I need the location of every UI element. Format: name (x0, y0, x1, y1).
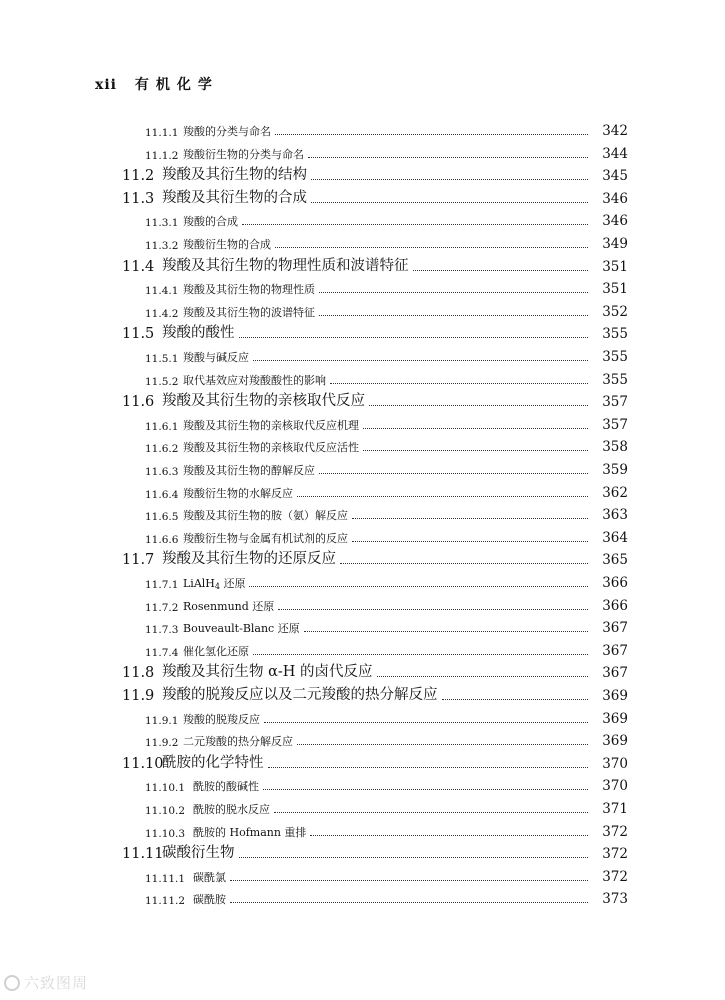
toc-entry-page-number: 344 (602, 145, 628, 162)
dot-leader (249, 586, 588, 587)
toc-entry-page-number: 371 (602, 801, 628, 817)
toc-entry-title: 羧酸的脱羧反应 (183, 712, 260, 726)
toc-subsection-entry[interactable] (0, 885, 725, 907)
dot-leader (264, 722, 588, 723)
toc-entry-title: 羧酸及其衍生物的亲核取代反应机理 (183, 418, 359, 432)
toc-entry-number: 11.10.1 (145, 782, 186, 795)
toc-entry-page-number: 355 (602, 349, 628, 365)
toc-section-entry[interactable] (0, 388, 725, 410)
toc-entry-title: Rosenmund 还原 (183, 599, 275, 613)
toc-entry-title: 酰胺的 Hofmann 重排 (193, 825, 307, 839)
toc-entry-title-part: LiAlH (183, 577, 215, 590)
toc-entry-number: 11.7 (122, 552, 155, 569)
dot-leader (230, 902, 588, 903)
toc-entry-title: 羧酸及其衍生物的物理性质 (183, 283, 315, 297)
toc-entry-number: 11.3.1 (145, 217, 179, 230)
dot-leader (442, 699, 589, 700)
dot-leader (263, 789, 588, 790)
toc-subsection-entry[interactable] (0, 479, 725, 501)
toc-entry-number: 11.4.2 (145, 307, 179, 320)
toc-entry-number: 11.4 (122, 258, 155, 275)
dot-leader (268, 767, 589, 768)
toc-entry-page-number: 355 (602, 371, 628, 388)
dot-leader (413, 270, 589, 271)
toc-subsection-entry[interactable] (0, 411, 725, 433)
toc-entry-title: 羧酸的酸性 (162, 325, 235, 342)
toc-section-entry[interactable] (0, 840, 725, 862)
toc-section-entry[interactable] (0, 162, 725, 184)
dot-leader (319, 473, 588, 474)
toc-entry-page-number: 351 (602, 258, 628, 275)
toc-entry-title: 羧酸及其衍生物的亲核取代反应活性 (183, 441, 359, 455)
dot-leader (239, 857, 589, 858)
toc-subsection-entry[interactable] (0, 366, 725, 388)
toc-entry-number: 11.11.1 (145, 872, 186, 885)
toc-entry-title: 羧酸及其衍生物的合成 (162, 189, 307, 206)
toc-subsection-entry[interactable] (0, 343, 725, 365)
toc-entry-title: 羧酸及其衍生物的还原反应 (162, 551, 336, 568)
toc-entry-number: 11.6.6 (145, 533, 179, 546)
toc-subsection-entry[interactable] (0, 705, 725, 727)
toc-subsection-entry[interactable] (0, 298, 725, 320)
dot-leader (352, 541, 588, 542)
toc-entry-number: 11.5 (122, 326, 155, 343)
dot-leader (352, 518, 588, 519)
dot-leader (369, 405, 588, 406)
toc-entry-number: 11.1.2 (145, 149, 179, 162)
toc-entry-title: 羧酸与碱反应 (183, 351, 249, 364)
dot-leader (319, 315, 588, 316)
toc-entry-page-number: 367 (602, 642, 628, 659)
dot-leader (340, 563, 588, 564)
toc-entry-title: 羧酸的合成 (183, 215, 238, 229)
toc-entry-title: 碳酸衍生物 (162, 845, 235, 862)
toc-entry-page-number: 366 (602, 597, 628, 614)
toc-entry-title-part: 还原 (219, 577, 246, 590)
watermark (4, 972, 88, 993)
toc-entry-number: 11.10 (122, 755, 164, 772)
toc-entry-number: 11.6.3 (145, 466, 179, 478)
toc-entry-page-number: 349 (602, 236, 628, 252)
watermark-text: 六致图周 (24, 974, 89, 992)
toc-entry-page-number: 372 (602, 868, 628, 885)
toc-entry-title (183, 575, 245, 591)
toc-subsection-entry[interactable] (0, 614, 725, 636)
dot-leader (377, 676, 588, 677)
toc-entry-number: 11.3 (122, 190, 155, 207)
toc-entry-number: 11.7.1 (145, 579, 179, 591)
toc-subsection-entry[interactable] (0, 230, 725, 252)
toc-entry-title: 酰胺的化学特性 (162, 754, 264, 771)
toc-entry-number: 11.4.1 (145, 285, 179, 298)
toc-entry-title: 二元羧酸的热分解反应 (183, 735, 293, 749)
toc-entry-number: 11.5.1 (145, 353, 179, 365)
toc-entry-number: 11.11.2 (145, 895, 186, 908)
toc-entry-title: Bouveault-Blanc 还原 (183, 622, 300, 636)
toc-subsection-entry[interactable] (0, 569, 725, 591)
toc-entry-page-number: 367 (602, 620, 628, 637)
toc-section-entry[interactable] (0, 659, 725, 681)
dot-leader (275, 247, 588, 248)
toc-subsection-entry[interactable] (0, 433, 725, 455)
toc-entry-page-number: 366 (602, 575, 628, 591)
toc-entry-number: 11.6.4 (145, 488, 179, 501)
toc-section-entry[interactable] (0, 253, 725, 275)
toc-entry-title: 羧酸的分类与命名 (183, 125, 271, 138)
toc-entry-page-number: 352 (602, 303, 628, 320)
toc-subsection-entry[interactable] (0, 524, 725, 546)
dot-leader (311, 202, 588, 203)
toc-section-entry[interactable] (0, 750, 725, 772)
toc-entry-page-number: 372 (602, 823, 628, 840)
toc-subsection-entry[interactable] (0, 772, 725, 794)
toc-section-entry[interactable] (0, 682, 725, 704)
toc-entry-number: 11.9.1 (145, 714, 179, 727)
toc-entry-number: 11.11 (122, 846, 164, 863)
toc-entry-number: 11.6.5 (145, 511, 179, 524)
toc-entry-title: 碳酰胺 (193, 893, 226, 907)
toc-entry-page-number: 342 (602, 123, 628, 139)
dot-leader (363, 450, 588, 451)
toc-entry-page-number: 359 (602, 462, 628, 478)
toc-entry-page-number: 357 (602, 416, 628, 433)
toc-entry-number: 11.6 (122, 394, 155, 411)
dot-leader (363, 428, 588, 429)
dot-leader (308, 157, 588, 158)
toc-entry-title: 羧酸及其衍生物的物理性质和波谱特征 (162, 257, 409, 274)
dot-leader (278, 609, 588, 610)
toc-entry-title: 羧酸衍生物的分类与命名 (183, 147, 304, 161)
toc-entry-number: 11.10.3 (145, 827, 186, 840)
toc-entry-title: 羧酸及其衍生物的结构 (162, 167, 307, 184)
toc-entry-page-number: 367 (602, 665, 628, 682)
toc-subsection-entry[interactable] (0, 592, 725, 614)
book-title: 有 机 化 学 (134, 77, 213, 93)
toc-entry-number: 11.1.1 (145, 127, 179, 139)
toc-entry-number: 11.10.2 (145, 805, 186, 817)
toc-entry-page-number: 346 (602, 190, 628, 207)
dot-leader (319, 292, 588, 293)
toc-entry-number: 11.7.3 (145, 624, 179, 637)
toc-entry-page-number: 369 (602, 710, 628, 727)
toc-entry-page-number: 355 (602, 326, 628, 343)
toc-entry-page-number: 346 (602, 213, 628, 230)
toc-entry-number: 11.8 (122, 665, 155, 682)
toc-entry-page-number: 351 (602, 281, 628, 298)
toc-entry-title: 取代基效应对羧酸酸性的影响 (183, 373, 326, 387)
dot-leader (311, 179, 588, 180)
toc-entry-title: 羧酸衍生物与金属有机试剂的反应 (183, 531, 348, 545)
toc-subsection-entry[interactable] (0, 727, 725, 749)
watermark-logo-icon (4, 975, 20, 991)
toc-entry-number: 11.7.4 (145, 646, 179, 659)
toc-entry-title: 羧酸及其衍生物 α-H 的卤代反应 (162, 664, 373, 681)
toc-entry-number: 11.6.2 (145, 443, 179, 456)
toc-entry-page-number: 373 (602, 891, 628, 908)
toc-subsection-entry[interactable] (0, 456, 725, 478)
toc-entry-page-number: 363 (602, 507, 628, 524)
toc-entry-title: 羧酸及其衍生物的醇解反应 (183, 464, 315, 477)
toc-entry-title: 羧酸及其衍生物的波谱特征 (183, 305, 315, 319)
toc-section-entry[interactable] (0, 546, 725, 568)
dot-leader (330, 383, 588, 384)
dot-leader (275, 134, 588, 135)
toc-entry-number: 11.5.2 (145, 375, 179, 388)
toc-entry-page-number: 364 (602, 529, 628, 546)
running-header (95, 74, 219, 94)
toc-entry-title: 羧酸衍生物的合成 (183, 238, 271, 251)
toc-subsection-entry[interactable] (0, 117, 725, 139)
dot-leader (304, 631, 588, 632)
toc-entry-title: 羧酸的脱羧反应以及二元羧酸的热分解反应 (162, 687, 438, 703)
dot-leader (242, 224, 588, 225)
toc-entry-page-number: 370 (602, 755, 628, 772)
toc-subsection-entry[interactable] (0, 275, 725, 297)
toc-entry-title: 碳酰氯 (193, 870, 226, 884)
page-number-label: xii (95, 77, 117, 93)
toc-entry-title: 羧酸及其衍生物的亲核取代反应 (162, 393, 365, 410)
toc-subsection-entry[interactable] (0, 863, 725, 885)
toc-entry-number: 11.9 (122, 688, 155, 704)
toc-entry-page-number: 357 (602, 394, 628, 411)
toc-subsection-entry[interactable] (0, 795, 725, 817)
toc-entry-number: 11.2 (122, 168, 155, 185)
dot-leader (253, 654, 588, 655)
toc-entry-page-number: 372 (602, 846, 628, 863)
toc-entry-title: 酰胺的脱水反应 (193, 803, 270, 816)
toc-section-entry[interactable] (0, 185, 725, 207)
toc-entry-page-number: 369 (602, 733, 628, 750)
toc-entry-page-number: 362 (602, 484, 628, 501)
toc-entry-page-number: 358 (602, 439, 628, 456)
dot-leader (230, 880, 588, 881)
dot-leader (274, 812, 588, 813)
toc-entry-title: 羧酸衍生物的水解反应 (183, 486, 293, 500)
toc-subsection-entry[interactable] (0, 818, 725, 840)
toc-entry-number: 11.3.2 (145, 240, 179, 252)
toc-entry-number: 11.6.1 (145, 420, 179, 433)
toc-entry-page-number: 369 (602, 688, 628, 704)
toc-subsection-entry[interactable] (0, 140, 725, 162)
toc-subsection-entry[interactable] (0, 637, 725, 659)
toc-entry-page-number: 365 (602, 552, 628, 569)
dot-leader (297, 496, 588, 497)
toc-section-entry[interactable] (0, 320, 725, 342)
toc-subsection-entry[interactable] (0, 501, 725, 523)
toc-entry-number: 11.9.2 (145, 737, 179, 750)
toc-entry-number: 11.7.2 (145, 601, 179, 614)
toc-entry-title: 催化氢化还原 (183, 644, 249, 658)
toc-entry-page-number: 345 (602, 168, 628, 185)
toc-entry-title-subscript: 4 (214, 582, 220, 591)
dot-leader (253, 360, 588, 361)
dot-leader (297, 744, 588, 745)
dot-leader (239, 337, 589, 338)
toc-entry-page-number: 370 (602, 778, 628, 795)
toc-entry-title: 羧酸及其衍生物的胺（氨）解反应 (183, 509, 348, 523)
toc-subsection-entry[interactable] (0, 207, 725, 229)
toc-entry-title: 酰胺的酸碱性 (193, 780, 259, 794)
dot-leader (310, 835, 588, 836)
